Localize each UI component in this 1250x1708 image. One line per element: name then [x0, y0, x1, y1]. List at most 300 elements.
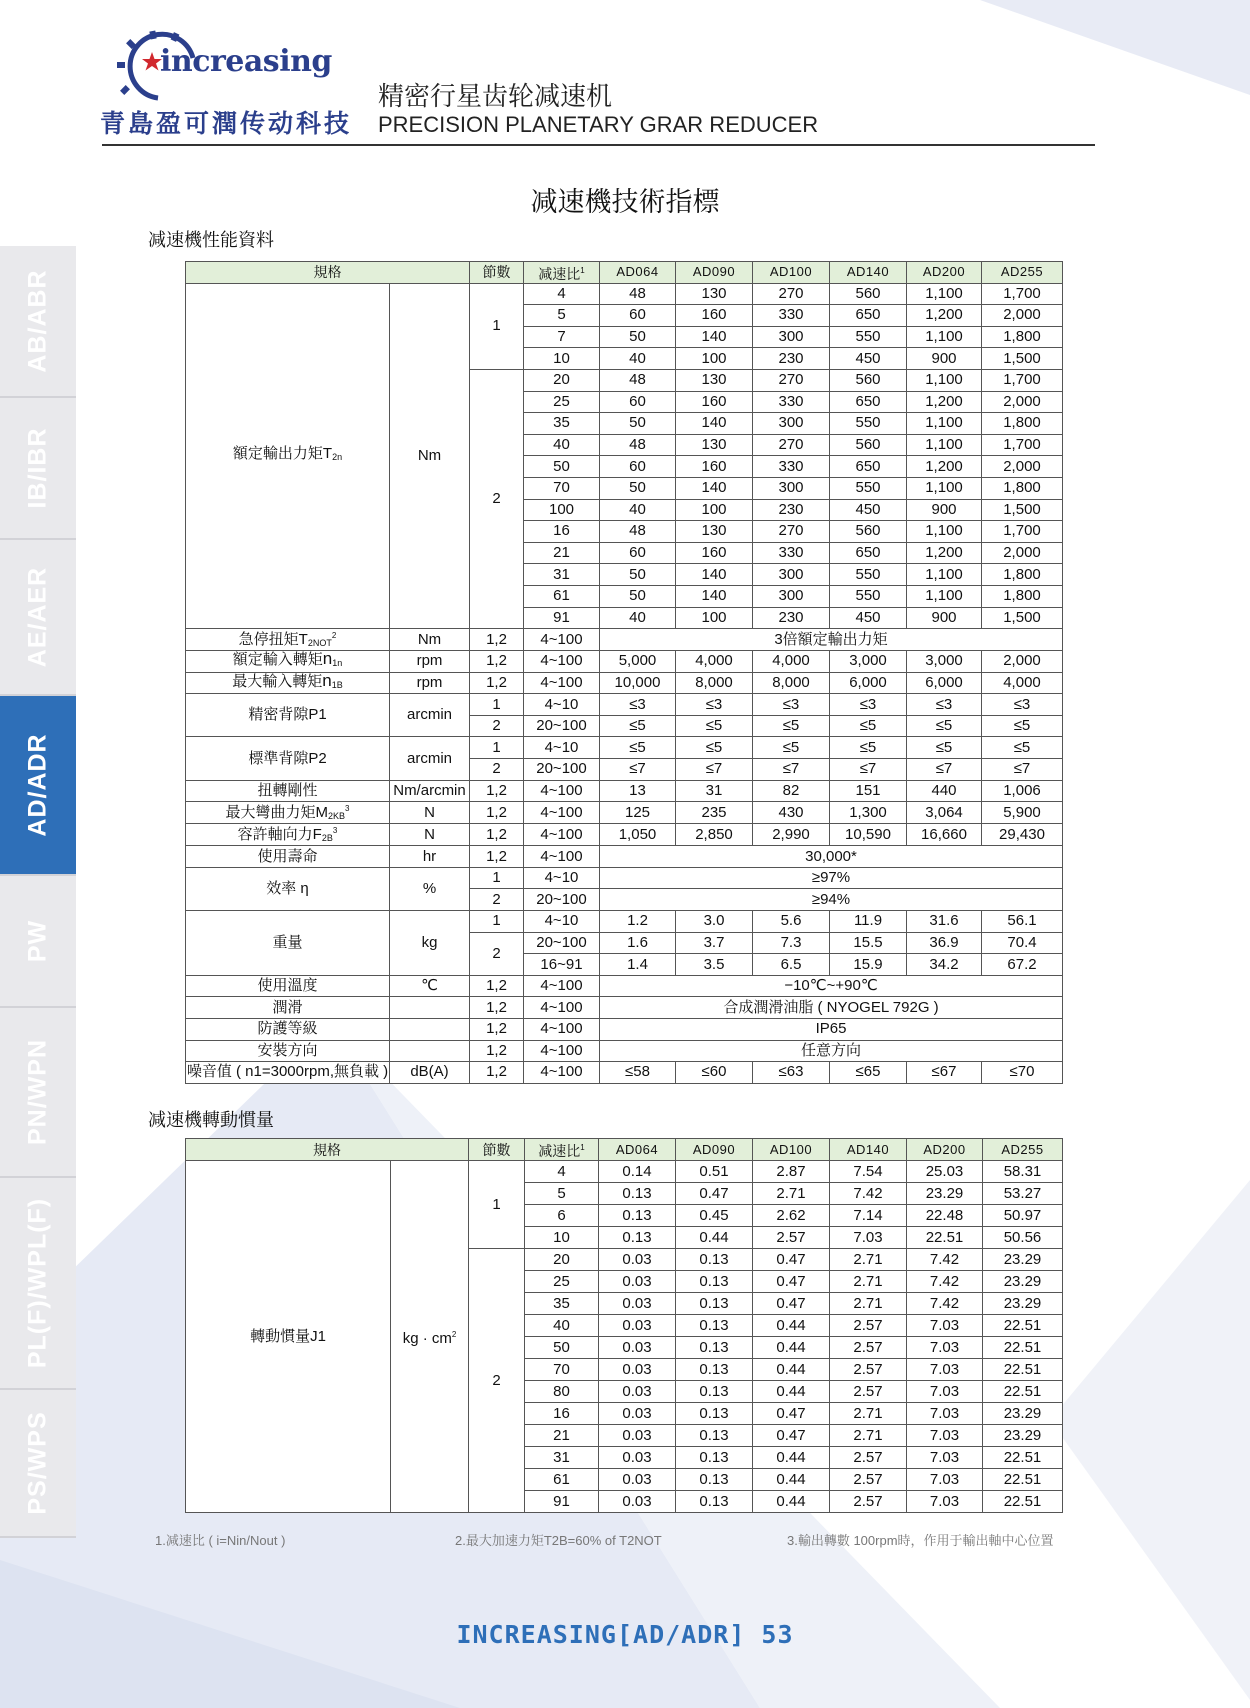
value-cell: ≤3	[907, 694, 982, 716]
value-cell: 1,800	[982, 564, 1063, 586]
life-value: 30,000*	[600, 846, 1063, 868]
value-cell: 0.47	[676, 1183, 753, 1205]
mounting-label	[186, 1040, 390, 1062]
section-title-inertia: 减速機轉動慣量	[148, 1110, 274, 1130]
stage-cell: 2	[469, 1249, 525, 1513]
ratio-cell: 10	[524, 348, 600, 370]
value-cell: 2.57	[830, 1447, 907, 1469]
life-unit: hr	[390, 846, 470, 868]
ratio-cell: 70	[525, 1359, 599, 1381]
value-cell: 0.13	[676, 1337, 753, 1359]
value-cell: 0.44	[753, 1469, 830, 1491]
value-cell: 7.03	[907, 1381, 983, 1403]
value-cell: 550	[830, 326, 907, 348]
value-cell: 7.03	[907, 1359, 983, 1381]
stage-cell: 1,2	[470, 629, 524, 651]
estop-value: 3倍額定輸出力矩	[600, 629, 1063, 651]
value-cell: 2.71	[830, 1249, 907, 1271]
lubrication-unit	[390, 997, 470, 1019]
value-cell: 1,006	[982, 780, 1063, 802]
value-cell: ≤3	[753, 694, 830, 716]
value-cell: 230	[753, 499, 830, 521]
model-header: AD100	[753, 1139, 830, 1161]
value-cell: 60	[600, 391, 676, 413]
value-cell: 300	[753, 564, 830, 586]
radial-row	[186, 824, 1063, 846]
performance-table	[185, 261, 1063, 1084]
torque-unit: Nm	[390, 283, 470, 629]
stage-cell: 1	[470, 694, 524, 716]
backlash_p2-unit: arcmin	[390, 737, 470, 780]
value-cell: 650	[830, 391, 907, 413]
value-cell: 0.03	[599, 1293, 676, 1315]
ratio-cell: 4~100	[524, 672, 600, 694]
value-cell: 1,100	[907, 521, 982, 543]
value-cell: 0.44	[753, 1337, 830, 1359]
value-cell: 330	[753, 391, 830, 413]
lubrication-value: 合成潤滑油脂 ( NYOGEL 792G )	[600, 997, 1063, 1019]
value-cell: 50	[600, 477, 676, 499]
inertia-table	[185, 1138, 1063, 1513]
lubrication-row	[186, 997, 1063, 1019]
estop-unit: Nm	[390, 629, 470, 651]
stage-cell: 2	[470, 932, 524, 975]
ratio-cell: 50	[524, 456, 600, 478]
value-cell: 23.29	[983, 1249, 1063, 1271]
model-header: AD140	[830, 262, 907, 284]
value-cell: 22.51	[907, 1227, 983, 1249]
value-cell: ≤58	[600, 1062, 676, 1084]
ratio-cell: 50	[525, 1337, 599, 1359]
value-cell: ≤60	[676, 1062, 753, 1084]
value-cell: ≤67	[907, 1062, 982, 1084]
value-cell: 23.29	[983, 1271, 1063, 1293]
value-cell: 6.5	[753, 954, 830, 976]
protection-unit	[390, 1019, 470, 1041]
value-cell: ≤5	[907, 737, 982, 759]
value-cell: 2.57	[830, 1315, 907, 1337]
value-cell: 140	[676, 564, 753, 586]
value-cell: 0.44	[753, 1491, 830, 1513]
value-cell: 0.13	[599, 1183, 676, 1205]
value-cell: 2,850	[676, 824, 753, 846]
radial-label-text: 容許軸向力F	[237, 826, 322, 844]
value-cell: 7.54	[830, 1161, 907, 1183]
ratio-cell: 4~100	[524, 651, 600, 673]
value-cell: 0.44	[753, 1315, 830, 1337]
model-header: AD140	[830, 1139, 907, 1161]
value-cell: 7.42	[907, 1249, 983, 1271]
sidebar-tab-label: PW	[23, 919, 52, 963]
value-cell: 3.5	[676, 954, 753, 976]
rated_input-unit: rpm	[390, 651, 470, 673]
model-header: AD255	[983, 1139, 1063, 1161]
sidebar-tab-ib-ibr[interactable]	[0, 398, 76, 540]
value-cell: 15.5	[830, 932, 907, 954]
torque-label	[186, 283, 390, 629]
value-cell: 22.48	[907, 1205, 983, 1227]
value-cell: 0.14	[599, 1161, 676, 1183]
value-cell: 140	[676, 477, 753, 499]
sidebar-tab-pn-wpn[interactable]	[0, 1008, 76, 1178]
value-cell: 0.13	[676, 1403, 753, 1425]
stiffness-label	[186, 780, 390, 802]
value-cell: 6,000	[907, 672, 982, 694]
value-cell: 40	[600, 348, 676, 370]
model-header: AD255	[982, 262, 1063, 284]
value-cell: 650	[830, 305, 907, 327]
model-header: AD064	[600, 262, 676, 284]
value-cell: 151	[830, 780, 907, 802]
value-cell: 48	[600, 434, 676, 456]
value-cell: ≤7	[753, 759, 830, 781]
value-cell: 330	[753, 456, 830, 478]
efficiency-value: ≥97%	[600, 867, 1063, 889]
value-cell: 0.47	[753, 1271, 830, 1293]
ratio-cell: 4~100	[524, 802, 600, 824]
ratio-cell: 4~100	[524, 1019, 600, 1041]
value-cell: 15.9	[830, 954, 907, 976]
estop-label	[186, 629, 390, 651]
ratio-cell: 4~100	[524, 975, 600, 997]
value-cell: 0.03	[599, 1315, 676, 1337]
value-cell: 10,590	[830, 824, 907, 846]
sidebar-tab-ps-wps[interactable]	[0, 1390, 76, 1538]
value-cell: 67.2	[982, 954, 1063, 976]
model-header: AD100	[753, 262, 830, 284]
ratio-cell: 4~100	[524, 846, 600, 868]
stage-cell: 1,2	[470, 846, 524, 868]
value-cell: 450	[830, 499, 907, 521]
value-cell: 130	[676, 369, 753, 391]
value-cell: 0.13	[676, 1381, 753, 1403]
ratio-cell: 4~100	[524, 629, 600, 651]
stage-cell: 2	[470, 715, 524, 737]
inertia-label: 轉動慣量J1	[186, 1161, 391, 1513]
value-cell: 0.03	[599, 1249, 676, 1271]
mounting-unit	[390, 1040, 470, 1062]
value-cell: ≤7	[907, 759, 982, 781]
value-cell: 270	[753, 434, 830, 456]
ratio-cell: 80	[525, 1381, 599, 1403]
ratio-cell: 20~100	[524, 759, 600, 781]
value-cell: 2,000	[982, 456, 1063, 478]
value-cell: 0.47	[753, 1425, 830, 1447]
value-cell: 23.29	[983, 1293, 1063, 1315]
noise-label-text: 噪音值 ( n1=3000rpm,無負載 )	[186, 1063, 389, 1081]
logo-wordmark: increasing	[160, 44, 332, 79]
stage-cell: 1,2	[470, 802, 524, 824]
stage-cell: 1,2	[470, 824, 524, 846]
value-cell: 130	[676, 434, 753, 456]
sidebar-tab-label: AB/ABR	[23, 269, 52, 373]
value-cell: 60	[600, 305, 676, 327]
value-cell: 25.03	[907, 1161, 983, 1183]
model-header: AD064	[599, 1139, 676, 1161]
value-cell: 2.57	[830, 1381, 907, 1403]
value-cell: 2.57	[830, 1337, 907, 1359]
value-cell: 0.13	[676, 1315, 753, 1337]
life-label-text: 使用壽命	[257, 847, 318, 865]
value-cell: 130	[676, 283, 753, 305]
value-cell: 235	[676, 802, 753, 824]
temperature-value: −10℃~+90℃	[600, 975, 1063, 997]
value-cell: ≤5	[830, 737, 907, 759]
value-cell: 50	[600, 564, 676, 586]
backlash-p1-label-text: 精密背隙P1	[248, 706, 327, 724]
value-cell: ≤7	[676, 759, 753, 781]
value-cell: ≤5	[676, 737, 753, 759]
value-cell: 7.03	[907, 1315, 983, 1337]
ratio-header-label: 减速比	[538, 265, 581, 282]
value-cell: 0.47	[753, 1293, 830, 1315]
stage-cell: 2	[470, 369, 524, 628]
value-cell: 650	[830, 542, 907, 564]
footnote-1: 1.减速比 ( i=Nin/Nout )	[155, 1533, 286, 1548]
value-cell: 0.45	[676, 1205, 753, 1227]
sidebar-tab-label: AE/AER	[23, 566, 52, 668]
footnote-2: 2.最大加速力矩T2B=60% of T2NOT	[455, 1533, 662, 1548]
efficiency-label	[186, 867, 390, 910]
ratio-cell: 100	[524, 499, 600, 521]
estop-label-text: 急停扭矩T	[238, 631, 308, 649]
bending-label-sup: 3	[345, 804, 350, 814]
value-cell: 560	[830, 521, 907, 543]
value-cell: 2.87	[753, 1161, 830, 1183]
stiffness-row	[186, 780, 1063, 802]
value-cell: 31	[676, 780, 753, 802]
value-cell: 1,700	[982, 369, 1063, 391]
value-cell: 3.0	[676, 911, 753, 933]
value-cell: 13	[600, 780, 676, 802]
backlash_p1-row	[186, 694, 1063, 716]
value-cell: 1,800	[982, 413, 1063, 435]
ratio-header	[525, 1139, 599, 1161]
value-cell: 40	[600, 499, 676, 521]
value-cell: 0.51	[676, 1161, 753, 1183]
ratio-cell: 4~100	[524, 1040, 600, 1062]
radial-unit: N	[390, 824, 470, 846]
value-cell: 60	[600, 542, 676, 564]
value-cell: 0.03	[599, 1271, 676, 1293]
life-label	[186, 846, 390, 868]
value-cell: 2.71	[830, 1271, 907, 1293]
value-cell: 130	[676, 521, 753, 543]
model-header: AD200	[907, 1139, 983, 1161]
backlash_p2-label	[186, 737, 390, 780]
value-cell: 48	[600, 521, 676, 543]
ratio-cell: 25	[525, 1271, 599, 1293]
value-cell: 1,200	[907, 391, 982, 413]
value-cell: 140	[676, 326, 753, 348]
sidebar-tab-ad-adr[interactable]	[0, 696, 76, 876]
spec-header: 規格	[186, 1139, 469, 1161]
value-cell: 450	[830, 607, 907, 629]
noise-label	[186, 1062, 390, 1084]
value-cell: 22.51	[983, 1337, 1063, 1359]
efficiency-row	[186, 867, 1063, 889]
value-cell: 23.29	[907, 1183, 983, 1205]
header-row	[186, 1139, 1063, 1161]
value-cell: 100	[676, 499, 753, 521]
sidebar-tab-pl-wpl[interactable]	[0, 1178, 76, 1390]
inertia-unit-sup: 2	[451, 1329, 457, 1339]
ratio-cell: 4	[524, 283, 600, 305]
value-cell: 0.03	[599, 1469, 676, 1491]
value-cell: 4,000	[753, 651, 830, 673]
sidebar-tab-ab-abr[interactable]	[0, 246, 76, 398]
protection-label	[186, 1019, 390, 1041]
value-cell: 22.51	[983, 1447, 1063, 1469]
backlash_p2-row	[186, 737, 1063, 759]
model-header: AD090	[676, 262, 753, 284]
max_input-unit: rpm	[390, 672, 470, 694]
ratio-cell: 4~100	[524, 824, 600, 846]
ratio-cell: 4~100	[524, 1062, 600, 1084]
rated_input-row	[186, 651, 1063, 673]
value-cell: 1,800	[982, 477, 1063, 499]
value-cell: 1,100	[907, 477, 982, 499]
ratio-cell: 35	[524, 413, 600, 435]
mounting-row	[186, 1040, 1063, 1062]
value-cell: 100	[676, 348, 753, 370]
stage-cell: 1,2	[470, 651, 524, 673]
value-cell: 300	[753, 413, 830, 435]
value-cell: 1,500	[982, 607, 1063, 629]
backlash_p1-unit: arcmin	[390, 694, 470, 737]
ratio-cell: 40	[524, 434, 600, 456]
rated-input-label-text: 額定輸入轉矩	[232, 651, 323, 669]
section-title-performance: 减速機性能資料	[148, 230, 274, 250]
value-cell: 0.13	[599, 1205, 676, 1227]
value-cell: 0.44	[753, 1359, 830, 1381]
value-cell: 0.13	[676, 1469, 753, 1491]
value-cell: ≤63	[753, 1062, 830, 1084]
value-cell: 550	[830, 564, 907, 586]
value-cell: 50.56	[983, 1227, 1063, 1249]
ratio-cell: 21	[525, 1425, 599, 1447]
header-rule	[102, 144, 1095, 146]
stage-cell: 1,2	[470, 975, 524, 997]
value-cell: 7.14	[830, 1205, 907, 1227]
value-cell: 2.57	[830, 1359, 907, 1381]
footnote-mark: 1	[580, 1143, 585, 1152]
value-cell: 100	[676, 607, 753, 629]
value-cell: 31.6	[907, 911, 982, 933]
ratio-cell: 6	[525, 1205, 599, 1227]
value-cell: 7.03	[907, 1491, 983, 1513]
value-cell: 1.4	[600, 954, 676, 976]
rated-input-label-sub: 1n	[332, 658, 343, 669]
stiffness-unit: Nm/arcmin	[390, 780, 470, 802]
model-header: AD200	[907, 262, 982, 284]
page-footer: INCREASING[AD/ADR] 53	[456, 1620, 794, 1649]
sidebar-tab-ae-aer[interactable]	[0, 540, 76, 696]
sidebar-tab-pw[interactable]	[0, 876, 76, 1008]
value-cell: 0.13	[599, 1227, 676, 1249]
radial-label	[186, 824, 390, 846]
value-cell: 10,000	[600, 672, 676, 694]
value-cell: 22.51	[983, 1315, 1063, 1337]
ratio-cell: 31	[524, 564, 600, 586]
value-cell: 48	[600, 369, 676, 391]
value-cell: 900	[907, 607, 982, 629]
value-cell: 0.13	[676, 1359, 753, 1381]
value-cell: 50	[600, 326, 676, 348]
temperature-unit: ℃	[390, 975, 470, 997]
ratio-header-label: 减速比	[538, 1143, 581, 1159]
value-cell: 140	[676, 413, 753, 435]
value-cell: 0.44	[753, 1381, 830, 1403]
torque-label-sub: 2n	[332, 452, 343, 463]
value-cell: 330	[753, 542, 830, 564]
backlash-p2-label-text: 標準背隙P2	[248, 749, 327, 767]
max-input-label-n: n	[322, 672, 332, 690]
value-cell: 7.42	[907, 1271, 983, 1293]
value-cell: 1.6	[600, 932, 676, 954]
value-cell: 1,050	[600, 824, 676, 846]
ratio-cell: 4~10	[524, 911, 600, 933]
value-cell: 22.51	[983, 1469, 1063, 1491]
radial-label-sup: 3	[332, 826, 338, 836]
value-cell: 300	[753, 585, 830, 607]
max-input-label-sub: 1B	[331, 679, 343, 690]
value-cell: 1,800	[982, 585, 1063, 607]
backlash_p1-label	[186, 694, 390, 737]
value-cell: ≤7	[830, 759, 907, 781]
value-cell: 22.51	[983, 1491, 1063, 1513]
value-cell: 7.42	[830, 1183, 907, 1205]
ratio-cell: 16~91	[524, 954, 600, 976]
bending-unit: N	[390, 802, 470, 824]
value-cell: 4,000	[982, 672, 1063, 694]
stage-cell: 1	[470, 737, 524, 759]
bending-label-text: 最大彎曲力矩M	[225, 804, 329, 822]
value-cell: 1,500	[982, 499, 1063, 521]
value-cell: 1,700	[982, 434, 1063, 456]
protection-row	[186, 1019, 1063, 1041]
temperature-label	[186, 975, 390, 997]
value-cell: 53.27	[983, 1183, 1063, 1205]
temperature-row	[186, 975, 1063, 997]
ratio-cell: 91	[525, 1491, 599, 1513]
ratio-cell: 4~10	[524, 694, 600, 716]
ratio-cell: 7	[524, 326, 600, 348]
temperature-label-text: 使用溫度	[257, 977, 318, 995]
bending-label	[186, 802, 390, 824]
value-cell: 50.97	[983, 1205, 1063, 1227]
sidebar-tab-label: IB/IBR	[23, 427, 52, 509]
ratio-cell: 10	[525, 1227, 599, 1249]
ratio-cell: 4	[525, 1161, 599, 1183]
ratio-cell: 16	[525, 1403, 599, 1425]
value-cell: 160	[676, 391, 753, 413]
value-cell: 1.2	[600, 911, 676, 933]
ratio-header	[524, 262, 600, 284]
value-cell: ≤5	[982, 715, 1063, 737]
value-cell: 16,660	[907, 824, 982, 846]
value-cell: 550	[830, 585, 907, 607]
value-cell: 1,700	[982, 521, 1063, 543]
value-cell: 440	[907, 780, 982, 802]
protection-label-text: 防護等級	[257, 1020, 318, 1038]
value-cell: 1,800	[982, 326, 1063, 348]
header-title-en: PRECISION PLANETARY GRAR REDUCER	[378, 112, 819, 137]
value-cell: 0.03	[599, 1491, 676, 1513]
value-cell: ≤7	[600, 759, 676, 781]
ratio-cell: 31	[525, 1447, 599, 1469]
value-cell: 3,000	[830, 651, 907, 673]
